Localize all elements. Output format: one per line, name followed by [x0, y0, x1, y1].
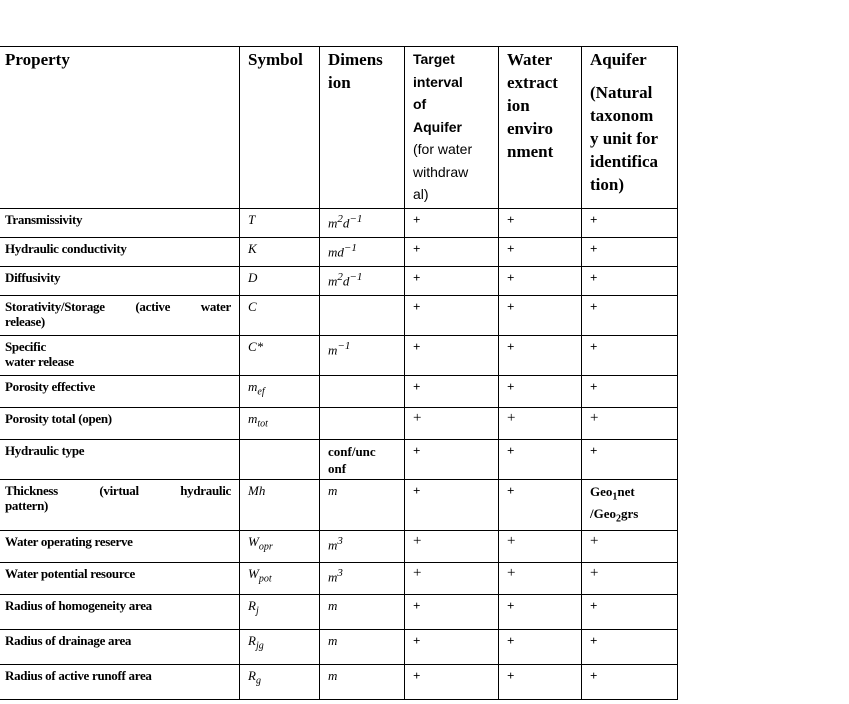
aquifer-cell: +	[582, 664, 678, 699]
dimension-cell: $m^2d^{-1}$	[320, 266, 405, 295]
aquifer-cell: +	[582, 530, 678, 562]
table-row	[0, 295, 678, 335]
aquifer-cell: Geo$_1$net /Geo$_2$grs	[582, 479, 678, 530]
target-cell: +	[405, 208, 499, 237]
dimension-cell: $m^{-1}$	[320, 335, 405, 375]
symbol-cell: $R_g$	[240, 664, 320, 699]
water-cell: +	[499, 530, 582, 562]
water-cell: +	[499, 629, 582, 664]
target-cell: +	[405, 629, 499, 664]
property-cell: Hydraulic type	[0, 439, 240, 479]
symbol-cell	[240, 439, 320, 479]
aquifer-cell: +	[582, 594, 678, 629]
symbol-cell: Mh	[240, 479, 320, 530]
target-cell: +	[405, 237, 499, 266]
header-water-extraction: Water extract ion enviro nment	[499, 47, 582, 209]
target-cell: +	[405, 295, 499, 335]
dimension-cell: $md^{-1}$	[320, 237, 405, 266]
water-cell: +	[499, 664, 582, 699]
header-aquifer: Aquifer (Natural taxonom y unit for identifica tion)	[582, 47, 678, 209]
property-cell: Transmissivity	[0, 208, 240, 237]
symbol-cell: C	[240, 295, 320, 335]
table-row	[0, 266, 678, 295]
property-cell: Hydraulic conductivity	[0, 237, 240, 266]
property-cell: Porosity effective	[0, 375, 240, 407]
target-cell: +	[405, 664, 499, 699]
dimension-cell	[320, 375, 405, 407]
aquifer-cell: +	[582, 335, 678, 375]
table-row	[0, 375, 678, 407]
target-cell: +	[405, 266, 499, 295]
target-cell: +	[405, 375, 499, 407]
table-row	[0, 208, 678, 237]
aquifer-cell: +	[582, 439, 678, 479]
dimension-cell: conf/unc onf	[320, 439, 405, 479]
water-cell: +	[499, 295, 582, 335]
header-dimension: Dimens ion	[320, 47, 405, 209]
symbol-cell: C*	[240, 335, 320, 375]
properties-table	[0, 46, 678, 700]
table-row	[0, 530, 678, 562]
property-cell: Diffusivity	[0, 266, 240, 295]
header-aquifer-subtitle: (Natural taxonom y unit for identifica tion)	[590, 83, 658, 194]
table-row	[0, 629, 678, 664]
dimension-cell: $m^3$	[320, 562, 405, 594]
water-cell: +	[499, 375, 582, 407]
water-cell: +	[499, 562, 582, 594]
aquifer-cell: +	[582, 562, 678, 594]
table-row	[0, 407, 678, 439]
table-row	[0, 479, 678, 530]
table-row	[0, 562, 678, 594]
target-cell: +	[405, 407, 499, 439]
symbol-cell: $m_{tot}$	[240, 407, 320, 439]
property-cell: Radius of active runoff area	[0, 664, 240, 699]
header-symbol: Symbol	[240, 47, 320, 209]
symbol-cell: $W_{pot}$	[240, 562, 320, 594]
target-cell: +	[405, 530, 499, 562]
table-row	[0, 237, 678, 266]
aquifer-cell: +	[582, 237, 678, 266]
header-target-interval: Target interval of Aquifer (for water withdraw al)	[405, 47, 499, 209]
property-cell: Porosity total (open)	[0, 407, 240, 439]
dimension-cell: $m^3$	[320, 530, 405, 562]
target-cell: +	[405, 439, 499, 479]
symbol-cell: $R_j$	[240, 594, 320, 629]
property-cell: Specific water release	[0, 335, 240, 375]
dimension-cell: m	[320, 594, 405, 629]
property-cell: Storativity/Storage (active water release)	[0, 295, 240, 335]
aquifer-cell: +	[582, 295, 678, 335]
water-cell: +	[499, 479, 582, 530]
table-row	[0, 335, 678, 375]
target-cell: +	[405, 562, 499, 594]
property-cell: Radius of homogeneity area	[0, 594, 240, 629]
aquifer-cell: +	[582, 629, 678, 664]
target-cell: +	[405, 594, 499, 629]
water-cell: +	[499, 594, 582, 629]
symbol-cell: D	[240, 266, 320, 295]
water-cell: +	[499, 335, 582, 375]
dimension-cell	[320, 295, 405, 335]
property-cell: Radius of drainage area	[0, 629, 240, 664]
water-cell: +	[499, 439, 582, 479]
symbol-cell: $W_{opr}$	[240, 530, 320, 562]
dimension-cell: m	[320, 629, 405, 664]
symbol-cell: $m_{ef}$	[240, 375, 320, 407]
water-cell: +	[499, 237, 582, 266]
property-cell: Thickness (virtual hydraulic pattern)	[0, 479, 240, 530]
header-property: Property	[0, 47, 240, 209]
aquifer-cell: +	[582, 208, 678, 237]
symbol-cell: K	[240, 237, 320, 266]
aquifer-cell: +	[582, 407, 678, 439]
table-row	[0, 439, 678, 479]
property-cell: Water operating reserve	[0, 530, 240, 562]
dimension-cell: m	[320, 664, 405, 699]
property-cell: Water potential resource	[0, 562, 240, 594]
target-cell: +	[405, 479, 499, 530]
aquifer-cell: +	[582, 375, 678, 407]
dimension-cell	[320, 407, 405, 439]
table-row	[0, 664, 678, 699]
target-cell: +	[405, 335, 499, 375]
dimension-cell: m	[320, 479, 405, 530]
header-row	[0, 47, 678, 209]
table-row	[0, 594, 678, 629]
water-cell: +	[499, 407, 582, 439]
dimension-cell: $m^2d^{-1}$	[320, 208, 405, 237]
aquifer-cell: +	[582, 266, 678, 295]
symbol-cell: T	[240, 208, 320, 237]
water-cell: +	[499, 266, 582, 295]
water-cell: +	[499, 208, 582, 237]
symbol-cell: $R_{jg}$	[240, 629, 320, 664]
